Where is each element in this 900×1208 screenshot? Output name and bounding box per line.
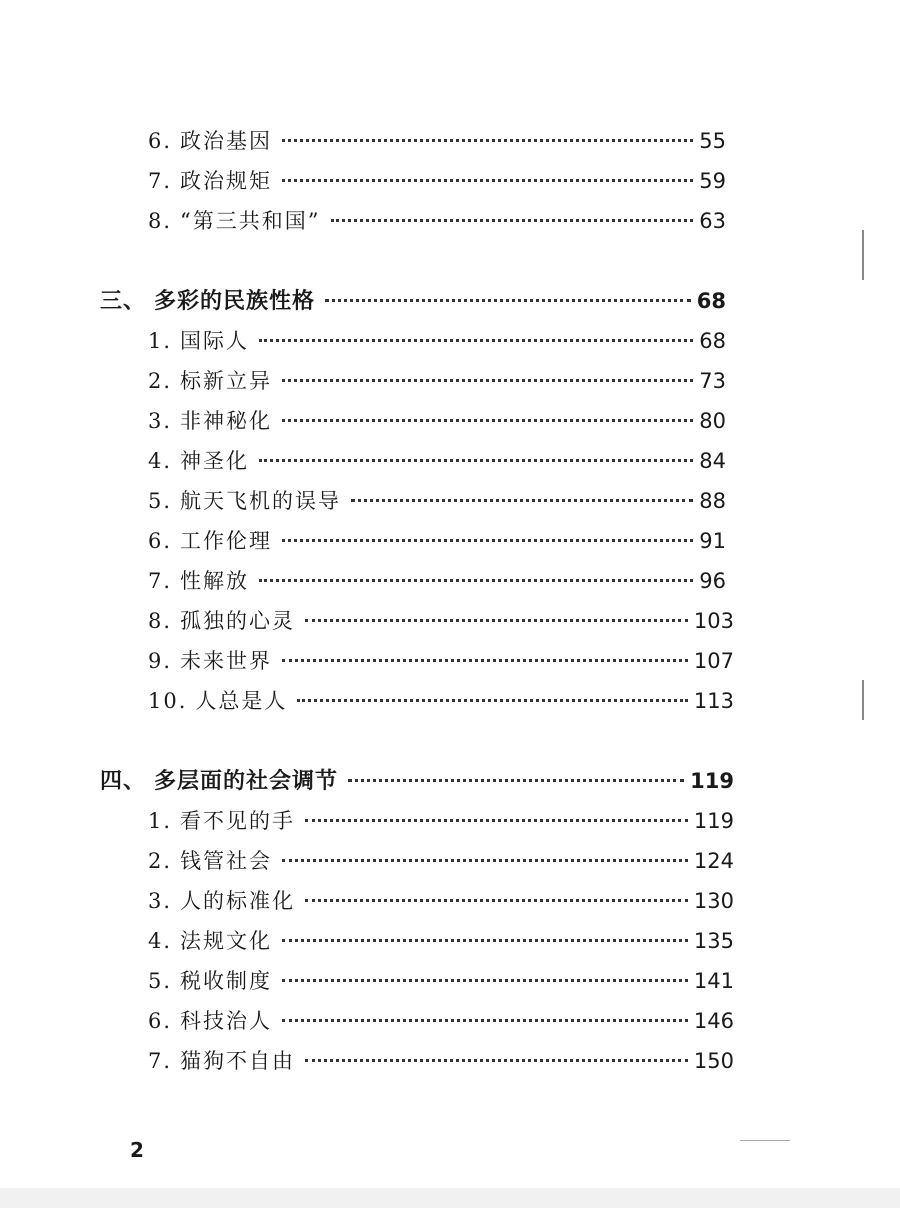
entry-page: 91 [699, 529, 726, 553]
toc-entry [148, 484, 726, 518]
entry-title: 科技治人 [180, 1009, 273, 1033]
dot-leader [282, 179, 693, 182]
entry-number: 3. [148, 889, 173, 913]
dot-leader [297, 699, 688, 702]
entry-title: 神圣化 [180, 449, 250, 473]
entry-number: 2. [148, 369, 173, 393]
entry-page: 130 [693, 889, 734, 913]
entry-number: 4. [148, 449, 173, 473]
entry-page: 124 [693, 849, 734, 873]
entry-page: 103 [693, 609, 734, 633]
dot-leader [305, 899, 688, 902]
scan-edge [0, 1188, 900, 1208]
entry-number: 5. [148, 489, 173, 513]
dot-leader [348, 779, 684, 782]
dot-leader [331, 219, 694, 222]
entry-title: 性解放 [180, 569, 250, 593]
entry-page: 59 [699, 169, 726, 193]
dot-leader [325, 299, 691, 302]
toc-entry [148, 964, 734, 998]
section-title: 多层面的社会调节 [154, 768, 339, 794]
entry-page: 55 [699, 129, 726, 153]
section-page: 68 [696, 289, 726, 313]
entry-page: 107 [693, 649, 734, 673]
dot-leader [351, 499, 693, 502]
toc-entry [148, 604, 734, 638]
entry-title: 未来世界 [180, 649, 273, 673]
entry-title: 工作伦理 [180, 529, 273, 553]
entry-title: 标新立异 [180, 369, 273, 393]
dot-leader [305, 819, 688, 822]
entry-page: 80 [699, 409, 726, 433]
toc-entry [148, 844, 734, 878]
entry-number: 2. [148, 849, 173, 873]
entry-page: 113 [693, 689, 734, 713]
entry-title: 国际人 [180, 329, 250, 353]
dot-leader [282, 1019, 688, 1022]
dot-leader [305, 619, 688, 622]
entry-page: 84 [699, 449, 726, 473]
entry-page: 63 [699, 209, 726, 233]
toc-entry [148, 324, 726, 358]
dot-leader [259, 579, 693, 582]
toc-section-heading [100, 764, 734, 798]
entry-title: “第三共和国” [180, 209, 321, 233]
entry-number: 1. [148, 809, 173, 833]
entry-title: 法规文化 [180, 929, 273, 953]
toc-entry [148, 684, 734, 718]
entry-page: 68 [699, 329, 726, 353]
entry-number: 8. [148, 609, 173, 633]
toc-entry [148, 204, 726, 238]
scan-mark [862, 680, 864, 720]
scan-mark [862, 230, 864, 280]
entry-title: 孤独的心灵 [180, 609, 296, 633]
toc-entry [148, 1044, 734, 1078]
entry-number: 6. [148, 1009, 173, 1033]
page-number: 2 [130, 1138, 144, 1162]
section-page: 119 [690, 769, 734, 793]
toc-entry [148, 924, 734, 958]
scan-mark [740, 1140, 790, 1141]
entry-title: 航天飞机的误导 [180, 489, 342, 513]
dot-leader [282, 939, 688, 942]
dot-leader [282, 859, 688, 862]
entry-page: 96 [699, 569, 726, 593]
entry-number: 7. [148, 1049, 173, 1073]
entry-number: 7. [148, 169, 173, 193]
toc-entry [148, 444, 726, 478]
dot-leader [282, 539, 693, 542]
section-title: 多彩的民族性格 [154, 288, 316, 314]
entry-number: 7. [148, 569, 173, 593]
toc-entry [148, 644, 734, 678]
dot-leader [282, 139, 693, 142]
entry-number: 9. [148, 649, 173, 673]
entry-page: 141 [693, 969, 734, 993]
entry-title: 钱管社会 [180, 849, 273, 873]
entry-number: 10. [148, 689, 188, 713]
toc-entry [148, 124, 726, 158]
entry-page: 150 [693, 1049, 734, 1073]
toc-section-heading [100, 284, 726, 318]
entry-title: 猫狗不自由 [180, 1049, 296, 1073]
toc-entry [148, 564, 726, 598]
entry-number: 6. [148, 129, 173, 153]
entry-title: 非神秘化 [180, 409, 273, 433]
toc-entry [148, 804, 734, 838]
toc-entry [148, 404, 726, 438]
toc-entry [148, 524, 726, 558]
dot-leader [282, 659, 688, 662]
entry-title: 政治基因 [180, 129, 273, 153]
entry-title: 看不见的手 [180, 809, 296, 833]
dot-leader [282, 979, 688, 982]
entry-page: 146 [693, 1009, 734, 1033]
entry-number: 8. [148, 209, 173, 233]
dot-leader [282, 419, 693, 422]
entry-page: 88 [699, 489, 726, 513]
toc-entry [148, 164, 726, 198]
dot-leader [259, 459, 693, 462]
entry-number: 6. [148, 529, 173, 553]
entry-page: 119 [693, 809, 734, 833]
toc-entry [148, 1004, 734, 1038]
entry-number: 3. [148, 409, 173, 433]
entry-title: 税收制度 [180, 969, 273, 993]
entry-title: 人的标准化 [180, 889, 296, 913]
dot-leader [259, 339, 693, 342]
dot-leader [305, 1059, 688, 1062]
entry-number: 1. [148, 329, 173, 353]
toc-entry [148, 884, 734, 918]
toc-entry [148, 364, 726, 398]
entry-number: 4. [148, 929, 173, 953]
section-number: 三、 [100, 288, 147, 314]
dot-leader [282, 379, 693, 382]
entry-title: 政治规矩 [180, 169, 273, 193]
section-number: 四、 [100, 768, 147, 794]
entry-page: 73 [699, 369, 726, 393]
entry-title: 人总是人 [195, 689, 288, 713]
entry-number: 5. [148, 969, 173, 993]
entry-page: 135 [693, 929, 734, 953]
